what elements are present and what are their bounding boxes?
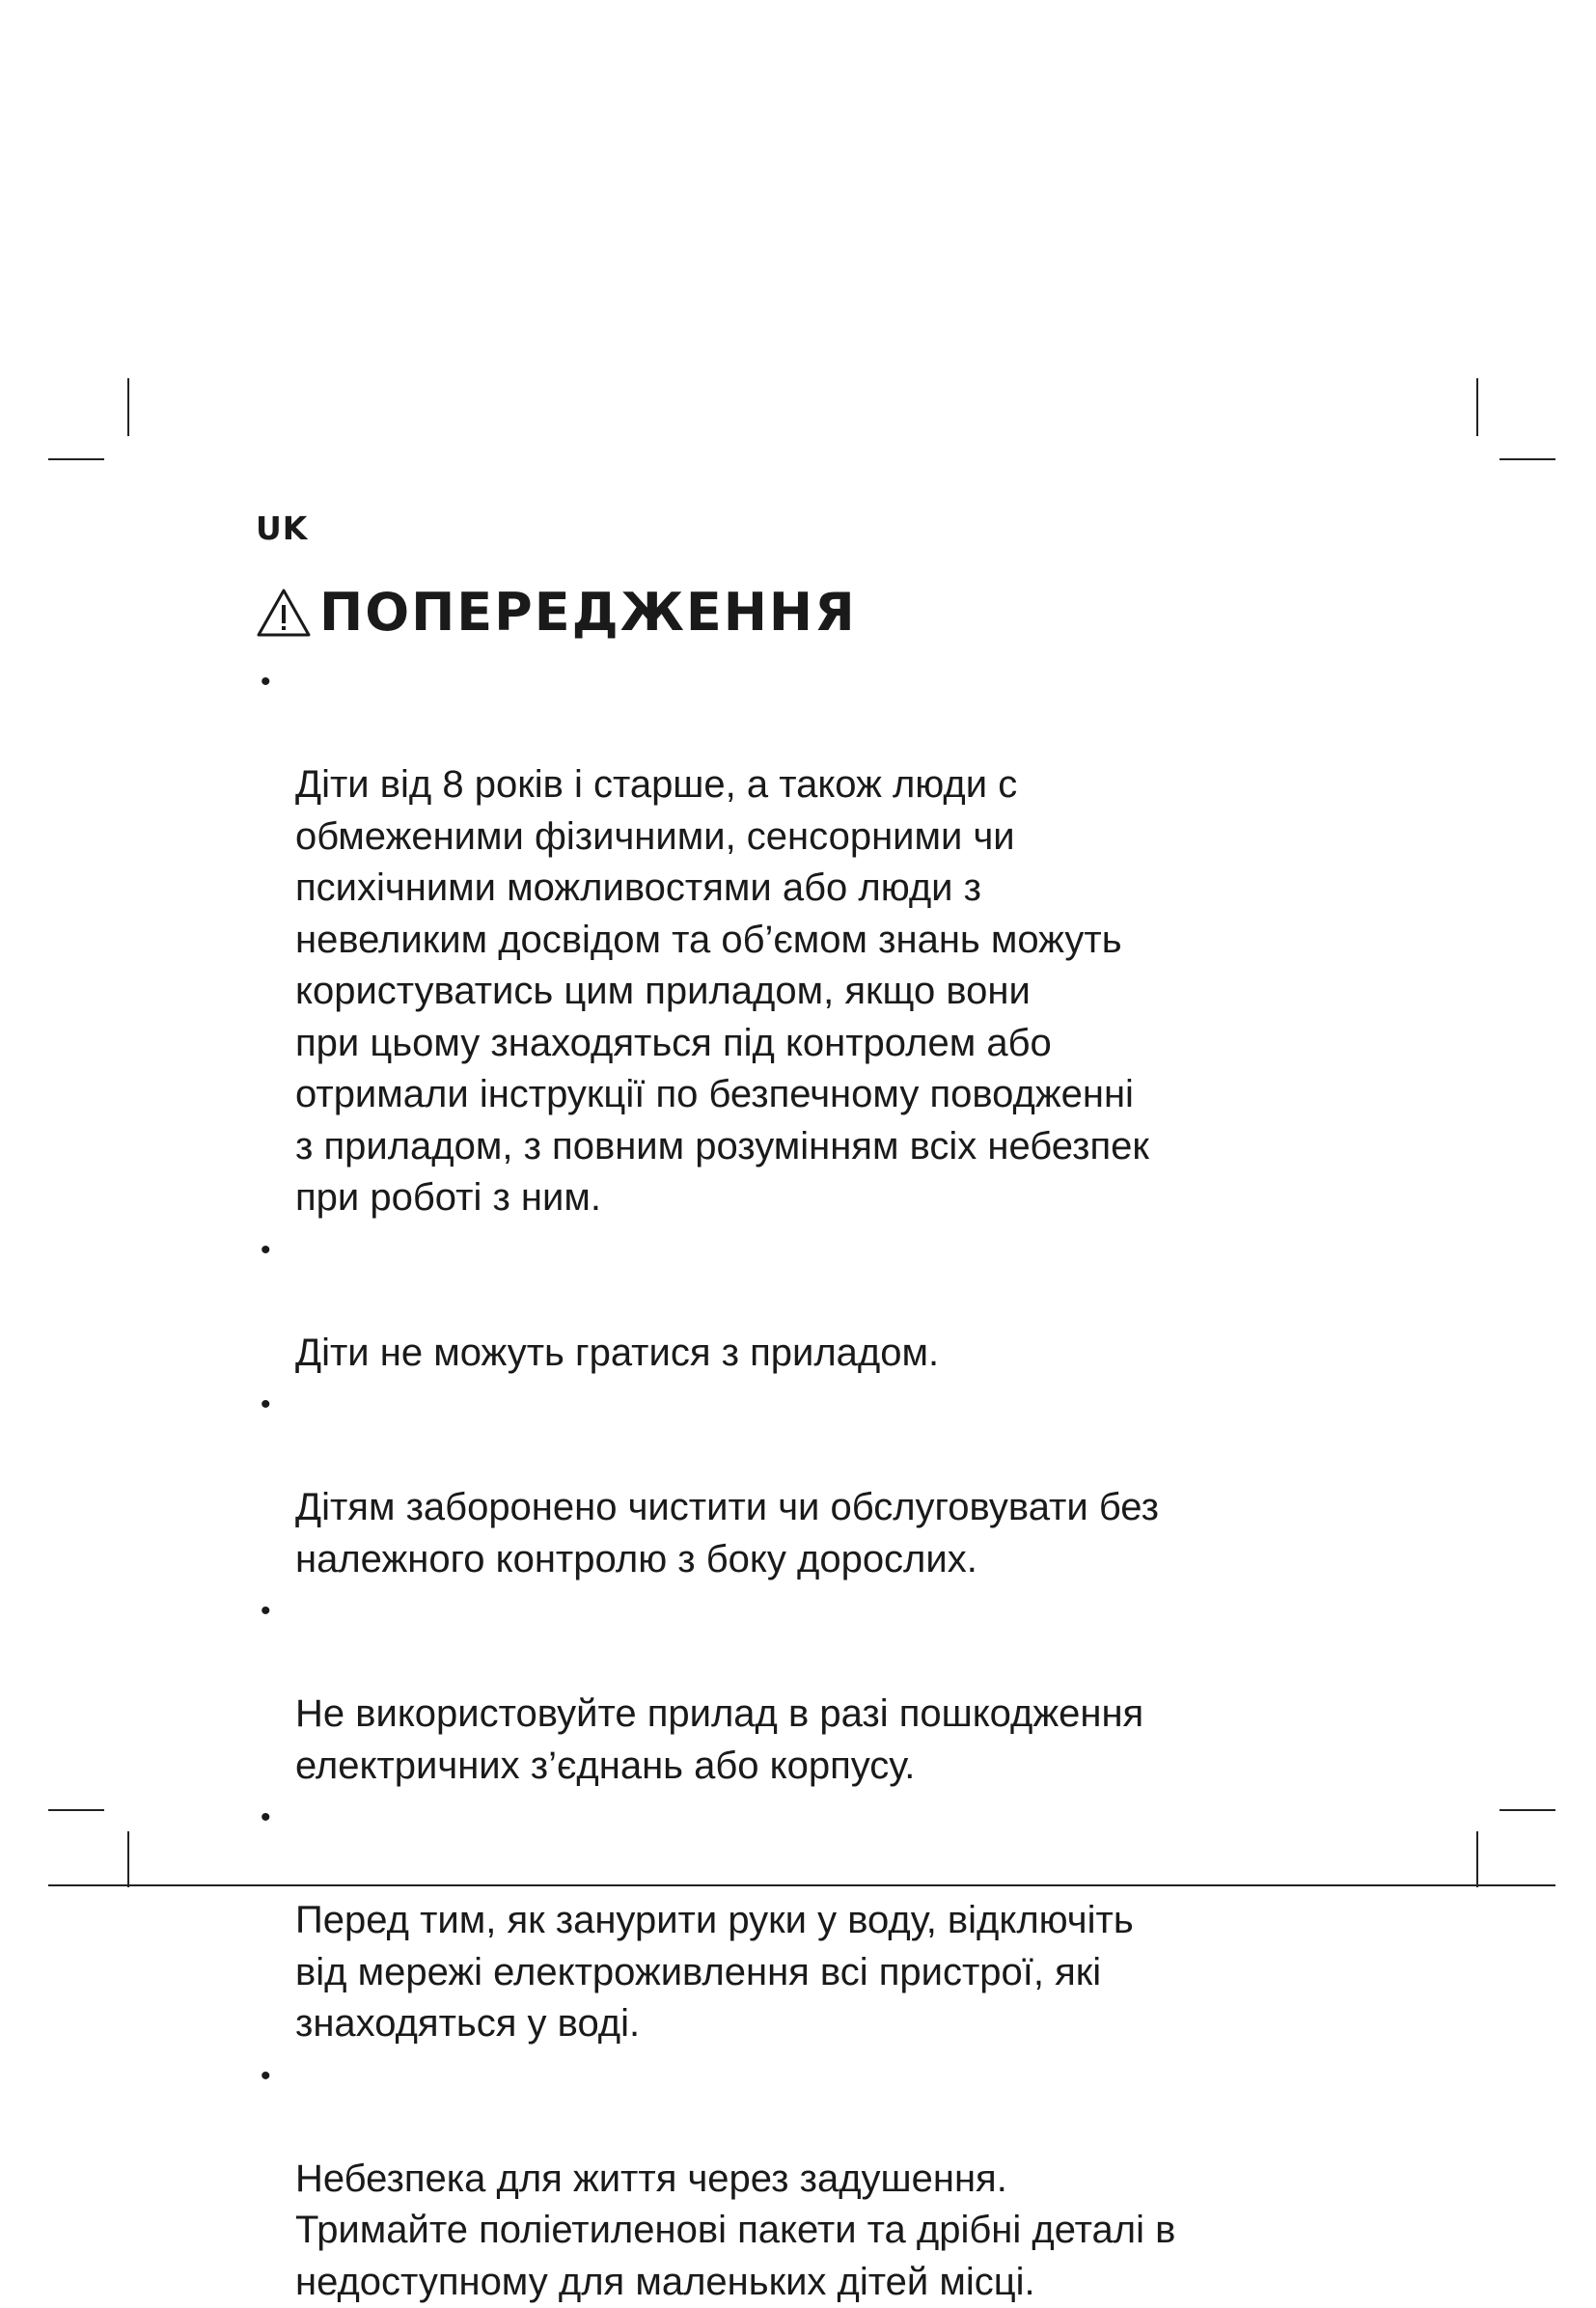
bullet: • bbox=[261, 1379, 271, 1431]
crop-mark-top-right-horizontal bbox=[1500, 458, 1555, 460]
crop-mark-top-left-horizontal bbox=[48, 458, 104, 460]
crop-mark-bottom-right-horizontal bbox=[1500, 1809, 1555, 1811]
warning-item bbox=[261, 1585, 1361, 1792]
warning-triangle-icon bbox=[256, 588, 312, 638]
crop-mark-top-left-vertical bbox=[127, 378, 129, 436]
warning-item-text: Не використовуйте прилад в разі пошкодження електричних з’єднань або корпусу. bbox=[295, 1692, 1143, 1787]
warning-item-text: Небезпека для життя через задушення. Тримайте поліетиленові пакети та дрібні деталі в недоступному для маленьких дітей місці. bbox=[295, 2157, 1175, 2303]
bullet: • bbox=[261, 656, 271, 708]
crop-mark-bottom-right-vertical bbox=[1476, 1831, 1478, 1887]
warning-heading-text: ПОПЕРЕДЖЕННЯ bbox=[319, 587, 857, 639]
warning-item-text: Перед тим, як занурити руки у воду, відключіть від мережі електроживлення всі пристрої, які знаходяться у воді. bbox=[295, 1899, 1134, 2045]
warnings-list bbox=[261, 656, 1361, 2308]
crop-mark-top-right-vertical bbox=[1476, 378, 1478, 436]
warning-item bbox=[261, 1379, 1361, 1585]
crop-mark-bottom-left-horizontal bbox=[48, 1809, 104, 1811]
warning-item-text: Діти не можуть гратися з приладом. bbox=[295, 1332, 939, 1374]
warning-item bbox=[261, 1224, 1361, 1380]
warning-item bbox=[261, 1792, 1361, 2050]
language-code: UK bbox=[256, 509, 308, 547]
bullet: • bbox=[261, 1224, 271, 1277]
warning-item-text: Дітям заборонено чистити чи обслуговувати без належного контролю з боку дорослих. bbox=[295, 1486, 1159, 1580]
warning-item bbox=[261, 2050, 1361, 2308]
bullet: • bbox=[261, 1792, 271, 1844]
crop-mark-bottom-left-vertical bbox=[127, 1831, 129, 1887]
warning-item-text: Діти від 8 років і старше, а також люди с обмеженими фізичними, сенсорними чи психічними можливостями або люди з невеликим досвідом та об’ємом знань можуть користуватись цим приладом, якщо вони при цьому знаходяться під контролем або отримали інструкції по безпечному поводженні з приладом, з повним розумінням всіх небезпек при роботі з ним. bbox=[295, 763, 1149, 1219]
bullet: • bbox=[261, 1585, 271, 1637]
warning-item bbox=[261, 656, 1361, 1224]
warning-heading bbox=[256, 587, 857, 639]
bullet: • bbox=[261, 2050, 271, 2102]
